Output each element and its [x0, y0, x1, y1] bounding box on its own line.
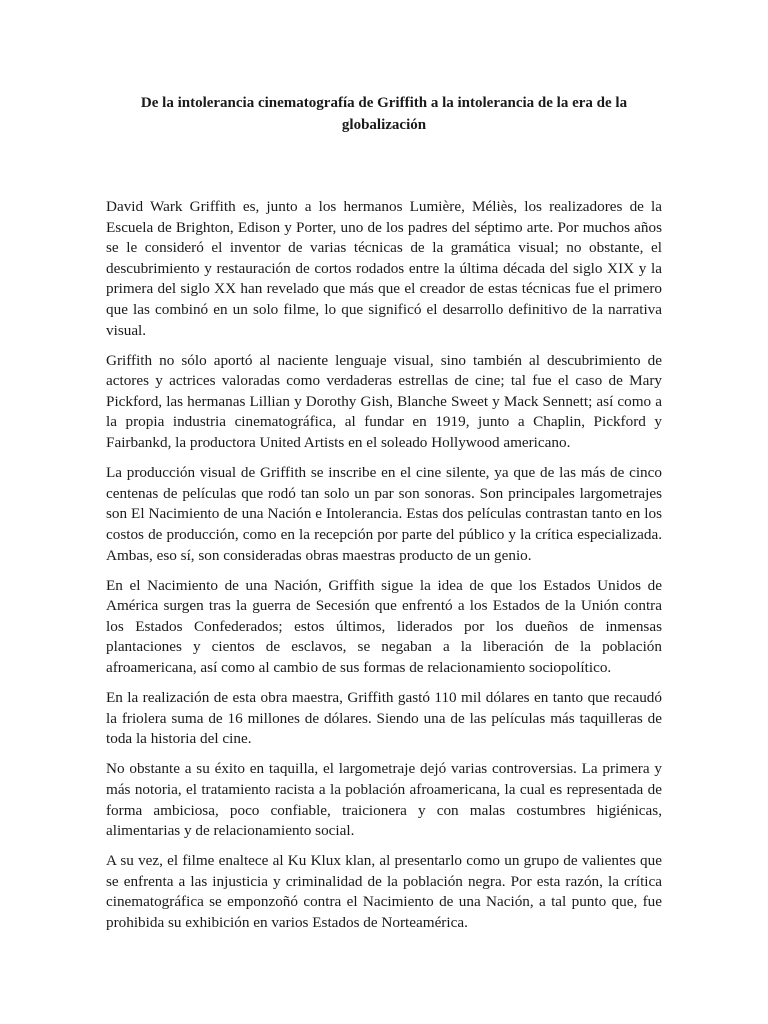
paragraph-5: En la realización de esta obra maestra, Griffith gastó 110 mil dólares en tanto que recaudó la friolera suma de 16 millones de dólares. Siendo una de las películas más taquilleras de toda la historia del cine. [106, 689, 662, 748]
paragraph-6: No obstante a su éxito en taquilla, el largometraje dejó varias controversias. La primera y más notoria, el tratamiento racista a la población afroamericana, la cual es representada de forma ambiciosa, poco confiable, traicionera y con malas costumbres higiénicas, alimentarias y de relacionamiento social. [106, 760, 662, 840]
paragraph-2: Griffith no sólo aportó al naciente lenguaje visual, sino también al descubrimiento de actores y actrices valoradas como verdaderas estrellas de cine; tal fue el caso de Mary Pickford, las hermanas Lillian y Dorothy Gish, Blanche Sweet y Mack Sennett; así como a la propia industria cinematográfica, al fundar en 1919, junto a Chaplin, Pickford y Fairbankd, la productora United Artists en el soleado Hollywood americano. [106, 351, 662, 452]
paragraph-7: A su vez, el filme enaltece al Ku Klux klan, al presentarlo como un grupo de valientes que se enfrenta a las injusticia y criminalidad de la población negra. Por esta razón, la crítica cinematográfica se emponzoñó contra el Nacimiento de una Nación, a tal punto que, fue prohibida su exhibición en varios Estados de Norteamérica. [106, 852, 662, 931]
paragraph-3: La producción visual de Griffith se inscribe en el cine silente, ya que de las más de cinco centenas de películas que rodó tan solo un par son sonoras. Son principales largometrajes son El Nacimiento de una Nación e Intolerancia. Estas dos películas contrastan tanto en los costos de producción, como en la recepción por parte del público y la crítica especializada. Ambas, eso sí, son consideradas obras maestras producto de un genio. [106, 464, 662, 564]
paragraph-1: David Wark Griffith es, junto a los hermanos Lumière, Méliès, los realizadores de la Escuela de Brighton, Edison y Porter, uno de los padres del séptimo arte. Por muchos años se le consideró el inventor de varias técnicas de la gramática visual; no obstante, el descubrimiento y restauración de cortos rodados entre la última década del siglo XIX y la primera del siglo XX han revelado que más que el creador de estas técnicas fue el primero que las combinó en un solo filme, lo que significó el desarrollo definitivo de la narrativa visual. [106, 198, 662, 339]
paragraph-4: En el Nacimiento de una Nación, Griffith sigue la idea de que los Estados Unidos de América surgen tras la guerra de Secesión que enfrentó a los Estados de la Unión contra los Estados Confederados; estos últimos, liderados por los dueños de inmensas plantaciones y cientos de esclavos, se negaban a la liberación de la población afroamericana, así como al cambio de sus formas de relacionamiento sociopolítico. [106, 576, 662, 676]
document-title: De la intolerancia cinematografía de Griffith a la intolerancia de la era de la globalización [140, 95, 628, 133]
